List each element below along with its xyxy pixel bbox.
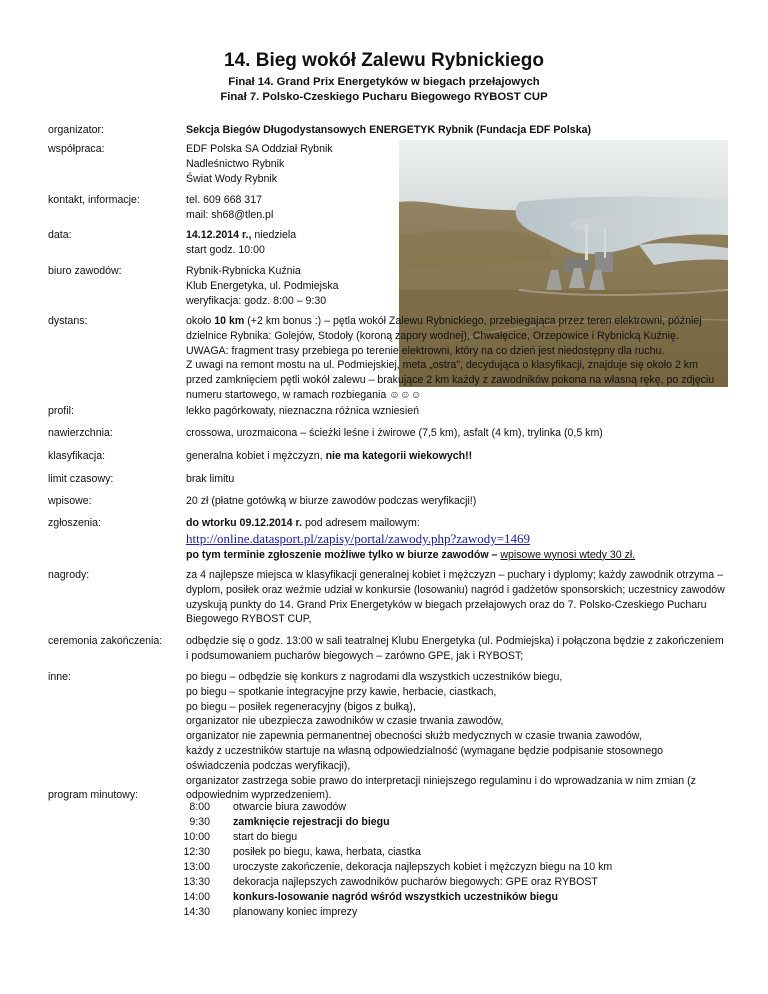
- program-item: [160, 845, 612, 860]
- value-cooperation: [186, 142, 726, 186]
- program-item: [160, 890, 612, 905]
- label-cooperation: współpraca:: [48, 143, 105, 155]
- distance-note-1: UWAGA: fragment trasy przebiega po terenie elektrowni, który na co dzień jest niedostępny dla ruchu.: [186, 344, 665, 357]
- value-organizer: Sekcja Biegów Długodystansowych ENERGETYK Rybnik (Fundacja EDF Polska): [186, 124, 592, 136]
- program-time: 10:00: [183, 831, 210, 843]
- program-list: [160, 800, 612, 920]
- label-contact: kontakt, informacje:: [48, 194, 140, 206]
- value-time-limit: brak limitu: [186, 473, 235, 485]
- subtitle-grand-prix: Finał 14. Grand Prix Energetyków w biegach przełajowych: [228, 76, 540, 88]
- distance-note-2: Z uwagi na remont mostu na ul. Podmiejskiej, meta „ostra", decydująca o klasyfikacji, znajduje się około 2 km przed zamknięciem pętli wokół zalewu – brakujące 2 km każdy z zawodników pokona na własną rękę, po zdjęciu numeru startowego, w ramach rozbiegania ☺☺☺: [186, 359, 715, 401]
- program-time: 13:30: [183, 876, 210, 888]
- value-fee: 20 zł (płatne gotówką w biurze zawodów podczas weryfikacji!): [186, 495, 477, 507]
- office-line: Rybnik-Rybnicka Kuźnia: [186, 265, 301, 277]
- program-desc: uroczyste zakończenie, dekoracja najlepszych kobiet i mężczyzn biegu na 10 km: [233, 861, 613, 873]
- start-time: start godz. 10:00: [186, 243, 265, 256]
- label-prizes: nagrody:: [48, 569, 90, 581]
- program-time: 9:30: [189, 816, 210, 828]
- office-line: Klub Energetyka, ul. Podmiejska: [186, 279, 339, 292]
- subtitle-rybost-cup: Finał 7. Polsko-Czeskiego Pucharu Biegowego RYBOST CUP: [220, 91, 548, 103]
- registration-deadline: do wtorku 09.12.2014 r.: [186, 517, 302, 529]
- program-item: [160, 860, 612, 875]
- ceremony-text: odbędzie się o godz. 13:00 w sali teatralnej Klubu Energetyka (ul. Podmiejska) i połączona będzie z zakończeniem i podsumowaniem pucharów biegowych – zarówno GPE, jak i RYBOST;: [186, 635, 724, 662]
- value-ceremony: [186, 634, 726, 664]
- program-desc: zamknięcie rejestracji do biegu: [233, 816, 390, 828]
- label-fee: wpisowe:: [48, 495, 92, 507]
- cooperation-line: EDF Polska SA Oddział Rybnik: [186, 143, 333, 155]
- program-desc: start do biegu: [233, 831, 298, 843]
- office-line: weryfikacja: godz. 8:00 – 9:30: [186, 294, 327, 307]
- registration-late-note: po tym terminie zgłoszenie możliwe tylko w biurze zawodów –: [186, 548, 501, 561]
- other-line: organizator nie zapewnia permanentnej obecności służb medycznych w czasie trwania zawodów,: [186, 730, 642, 743]
- value-date: [186, 228, 726, 258]
- cooperation-line: Nadleśnictwo Rybnik: [186, 157, 285, 170]
- event-date: 14.12.2014 r.,: [186, 229, 252, 241]
- label-other: inne:: [48, 671, 71, 683]
- other-line: każdy z uczestników startuje na własną odpowiedzialność (wymagane będzie podpisanie stosownego oświadczenia podczas weryfikacji),: [186, 744, 663, 772]
- program-desc: otwarcie biura zawodów: [233, 801, 347, 813]
- distance-pre: około: [186, 315, 215, 327]
- program-desc: posiłek po biegu, kawa, herbata, ciastka: [233, 846, 421, 858]
- contact-mail: mail: sh68@tlen.pl: [186, 208, 274, 221]
- program-desc: dekoracja najlepszych zawodników pucharów biegowych: GPE oraz RYBOST: [233, 876, 598, 888]
- label-surface: nawierzchnia:: [48, 427, 113, 439]
- value-other: [186, 670, 726, 803]
- value-distance: [186, 314, 726, 403]
- other-line: organizator nie ubezpiecza zawodników w czasie trwania zawodów,: [186, 715, 504, 728]
- program-item: [160, 875, 612, 890]
- prizes-text: za 4 najlepsze miejsca w klasyfikacji generalnej kobiet i mężczyzn – puchary i dyplomy; każdy zawodnik otrzyma – dyplom, posiłek oraz weźmie udział w konkursie (losowaniu) nagród i gadżetów sponsorskich; uczestnicy zawodów uzyskują punkty do 14. Grand Prix Energetyków w biegach przełajowych oraz do 7. Polsko-Czeskiego Pucharu Biegowego RYBOST CUP,: [186, 569, 725, 626]
- program-item: [160, 830, 612, 845]
- value-classification: [186, 449, 726, 464]
- label-time-limit: limit czasowy:: [48, 473, 114, 485]
- program-item: [160, 905, 612, 920]
- registration-link[interactable]: http://online.datasport.pl/zapisy/portal/zawody.php?zawody=1469: [186, 530, 531, 546]
- page-title: 14. Bieg wokół Zalewu Rybnickiego: [224, 50, 544, 71]
- other-line: po biegu – odbędzie się konkurs z nagrodami dla wszystkich uczestników biegu,: [186, 671, 563, 683]
- program-time: 12:30: [183, 846, 210, 858]
- program-time: 14:00: [183, 891, 210, 903]
- registration-late-fee: wpisowe wynosi wtedy 30 zł.: [500, 548, 636, 561]
- program-item: [160, 815, 612, 830]
- distance-km: 10 km: [214, 315, 245, 327]
- value-registration: [186, 516, 726, 563]
- label-distance: dystans:: [48, 315, 88, 327]
- other-line: organizator zastrzega sobie prawo do interpretacji niniejszego regulaminu i do wprowadzania w nim zmian (z odpowiednim wyprzedzeniem).: [186, 774, 696, 802]
- value-office: [186, 264, 726, 308]
- label-classification: klasyfikacja:: [48, 450, 106, 462]
- program-time: 8:00: [189, 801, 210, 813]
- classification-text: generalna kobiet i mężczyzn,: [186, 450, 326, 462]
- program-time: 13:00: [183, 861, 210, 873]
- label-registration: zgłoszenia:: [48, 517, 101, 529]
- label-organizer: organizator:: [48, 124, 104, 136]
- other-line: po biegu – posiłek regeneracyjny (bigos z bułką),: [186, 700, 416, 713]
- classification-note: nie ma kategorii wiekowych!!: [325, 450, 473, 462]
- label-office: biuro zawodów:: [48, 265, 122, 277]
- program-time: 14:30: [183, 906, 210, 918]
- distance-route: (+2 km bonus :) – pętla wokół Zalewu Rybnickiego, przebiegająca przez teren elektrowni, później dzielnice Rybnika: Golejów, Stodoły (koroną zapory wodnej), Chwałęcice, Orzepowice i Rybnicką Kuźnię.: [186, 315, 702, 342]
- program-item: [160, 800, 612, 815]
- label-program: program minutowy:: [48, 789, 139, 801]
- program-desc: planowany koniec imprezy: [233, 906, 358, 918]
- value-contact: [186, 193, 726, 223]
- other-line: po biegu – spotkanie integracyjne przy kawie, herbacie, ciastkach,: [186, 685, 497, 698]
- cooperation-line: Świat Wody Rybnik: [186, 172, 278, 185]
- value-prizes: [186, 568, 726, 627]
- contact-phone: tel. 609 668 317: [186, 194, 262, 206]
- registration-text: pod adresem mailowym:: [302, 517, 420, 529]
- event-day: niedziela: [251, 229, 297, 241]
- value-profile: lekko pagórkowaty, nieznaczna różnica wzniesień: [186, 405, 419, 417]
- label-profile: profil:: [48, 405, 74, 417]
- label-ceremony: ceremonia zakończenia:: [48, 635, 163, 647]
- value-surface: crossowa, urozmaicona – ścieżki leśne i żwirowe (7,5 km), asfalt (4 km), trylinka (0,5 km): [186, 427, 603, 439]
- label-date: data:: [48, 229, 72, 241]
- program-desc: konkurs-losowanie nagród wśród wszystkich uczestników biegu: [233, 891, 558, 903]
